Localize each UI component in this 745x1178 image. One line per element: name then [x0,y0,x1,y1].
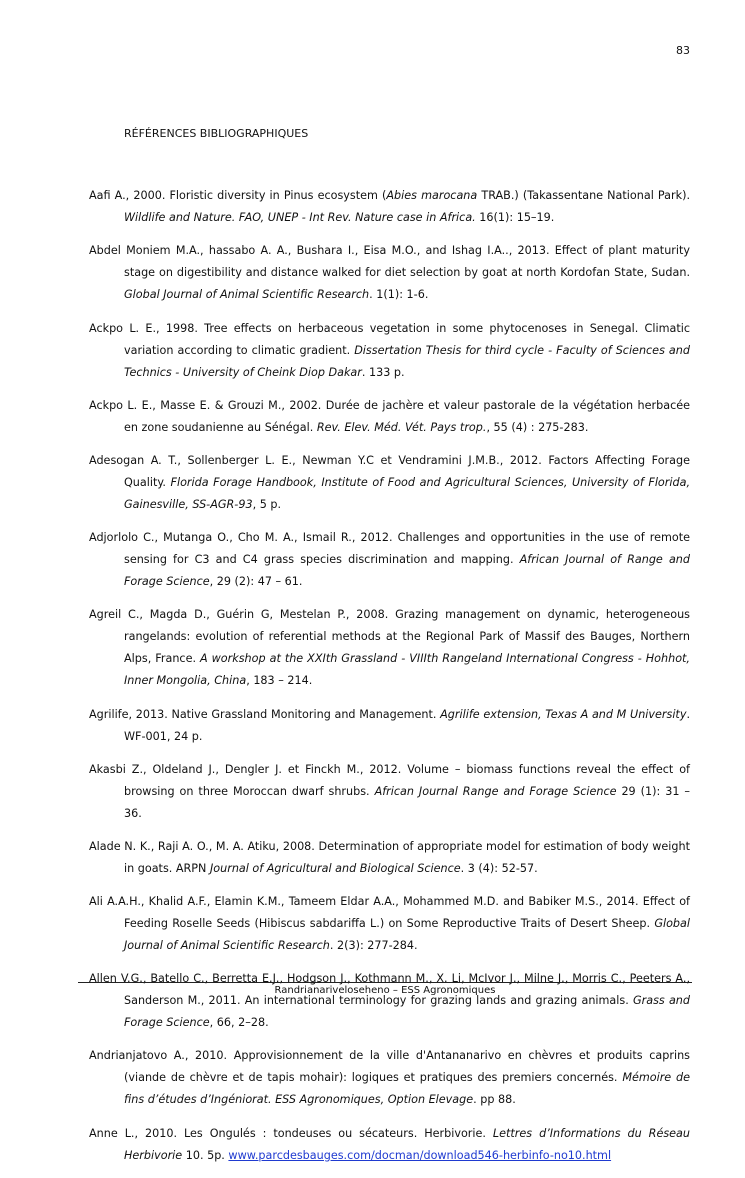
reference-entry [89,240,690,306]
reference-text: , 55 (4) : 275-283. [486,420,589,434]
footer-rule [78,982,692,983]
reference-text: 16(1): 15–19. [475,211,555,225]
reference-italic-text: Dissertation Thesis for third cycle - Faculty of Sciences and Technics - University of Cheink Diop Dakar [124,343,690,379]
reference-text: TRAB.) (Takassentane National Park). [477,189,691,203]
reference-list [89,174,690,1178]
reference-entry [89,1123,690,1167]
reference-text: Adjorlolo C., Mutanga O., Cho M. A., Ismail R., 2012. Challenges and opportunities in the use of remote sensing for C3 and C4 grass species discrimination and mapping. [89,531,690,567]
reference-text: . 2(3): 277-284. [329,939,418,953]
reference-italic-text: Mémoire de fins d’études d’Ingéniorat. ESS Agronomiques, Option Elevage [124,1071,690,1107]
reference-text: , 66, 2–28. [209,1016,269,1030]
reference-text: Ackpo L. E., Masse E. & Grouzi M., 2002. Durée de jachère et valeur pastorale de la végétation herbacée en zone soudanienne au Sénégal. [89,398,690,434]
reference-text: . 3 (4): 52-57. [460,861,538,875]
reference-text: Ackpo L. E., 1998. Tree effects on herbaceous vegetation in some phytocenoses in Senegal. Climatic variation according to climatic gradient. [89,321,690,357]
reference-entry [89,968,690,1034]
reference-text: . 133 p. [361,365,405,379]
reference-entry [89,759,690,825]
reference-text: 29 (1): 31 – 36. [124,784,691,820]
reference-text: . pp 88. [473,1093,516,1107]
reference-entry [89,527,690,593]
reference-text: . WF-001, 24 p. [124,707,691,743]
reference-text: Abdel Moniem M.A., hassabo A. A., Bushara I., Eisa M.O., and Ishag I.A.., 2013. Effect of plant maturity stage on digestibility and distance walked for diet selection by goat at north Kordofan State, Sudan. [89,244,690,280]
reference-text: Alade N. K., Raji A. O., M. A. Atiku, 2008. Determination of appropriate model for estimation of body weight in goats. ARPN [89,839,690,875]
reference-entry [89,185,690,229]
reference-entry [89,604,690,692]
page-number: 83 [676,44,690,57]
reference-italic-text: Journal of Agricultural and Biological Science [209,861,461,875]
reference-entry [89,1045,690,1111]
reference-entry [89,836,690,880]
reference-text: Agrilife, 2013. Native Grassland Monitoring and Management. [89,707,441,721]
reference-italic-text: Florida Forage Handbook, Institute of Food and Agricultural Sciences, University of Florida, Gainesville, SS-AGR-93 [124,475,690,511]
reference-text: Ali A.A.H., Khalid A.F., Elamin K.M., Tameem Eldar A.A., Mohammed M.D. and Babiker M.S., 2014. Effect of Feeding Roselle Seeds (Hibiscus sabdariffa L.) on Some Reproductive Traits of Desert Sheep. [89,895,690,931]
reference-text: Aafi A., 2000. Floristic diversity in Pinus ecosystem ( [89,189,387,203]
reference-entry [89,891,690,957]
reference-text: Agreil C., Magda D., Guérin G, Mestelan P., 2008. Grazing management on dynamic, heterogeneous rangelands: evolution of referential methods at the Regional Park of Massif des Bauges, Northern Alps, France. [89,608,690,666]
reference-text: Akasbi Z., Oldeland J., Dengler J. et Finckh M., 2012. Volume – biomass functions reveal the effect of browsing on three Moroccan dwarf shrubs. [89,762,690,798]
reference-italic-text: Global Journal of Animal Scientific Research [124,917,690,953]
reference-text: Andrianjatovo A., 2010. Approvisionnement de la ville d'Antananarivo en chèvres et produits caprins (viande de chèvre et de tapis mohair): logiques et pratiques des premiers concernés. [89,1049,690,1085]
reference-link[interactable]: www.parcdesbauges.com/docman/download546-herbinfo-no10.html [228,1148,612,1162]
reference-italic-text: African Journal Range and Forage Science [374,784,617,798]
reference-italic-text: Rev. Elev. Méd. Vét. Pays trop. [316,420,487,434]
reference-italic-text: Global Journal of Animal Scientific Research [124,288,370,302]
reference-entry [89,395,690,439]
reference-text: Allen V.G., Batello C., Berretta E.J., Hodgson J., Kothmann M., X. Li, McIvor J., Milne J., Morris C., Peeters A., Sanderson M., 2011. An international terminology for grazing lands and grazing animals. [89,972,690,1008]
reference-text: . 1(1): 1-6. [369,288,429,302]
reference-italic-text: Agrilife extension, Texas A and M University [440,707,687,721]
reference-text: , 29 (2): 47 – 61. [209,575,303,589]
reference-text: 10. 5p. [182,1148,229,1162]
reference-italic-text: African Journal of Range and Forage Science [124,553,690,589]
reference-text: , 183 – 214. [246,674,313,688]
reference-entry [89,450,690,516]
reference-italic-text: Wildlife and Nature. FAO, UNEP - Int Rev. Nature case in Africa. [124,211,476,225]
reference-text: Adesogan A. T., Sollenberger L. E., Newman Y.C et Vendramini J.M.B., 2012. Factors Affecting Forage Quality. [89,453,690,489]
reference-italic-text: Grass and Forage Science [124,994,690,1030]
reference-entry [89,318,690,384]
reference-italic-text: Lettres d’Informations du Réseau Herbivorie [124,1126,690,1162]
reference-text: , 5 p. [252,497,282,511]
reference-entry [89,704,690,748]
section-heading: RÉFÉRENCES BIBLIOGRAPHIQUES [124,127,309,140]
reference-italic-text: Abies marocana [386,189,478,203]
reference-italic-text: A workshop at the XXIth Grassland - VIIIth Rangeland International Congress - Hohhot, Inner Mongolia, China [124,652,690,688]
reference-text: Anne L., 2010. Les Ongulés : tondeuses ou sécateurs. Herbivorie. [89,1126,493,1140]
page-footer: Randrianariveloseheno – ESS Agronomiques [274,985,496,996]
